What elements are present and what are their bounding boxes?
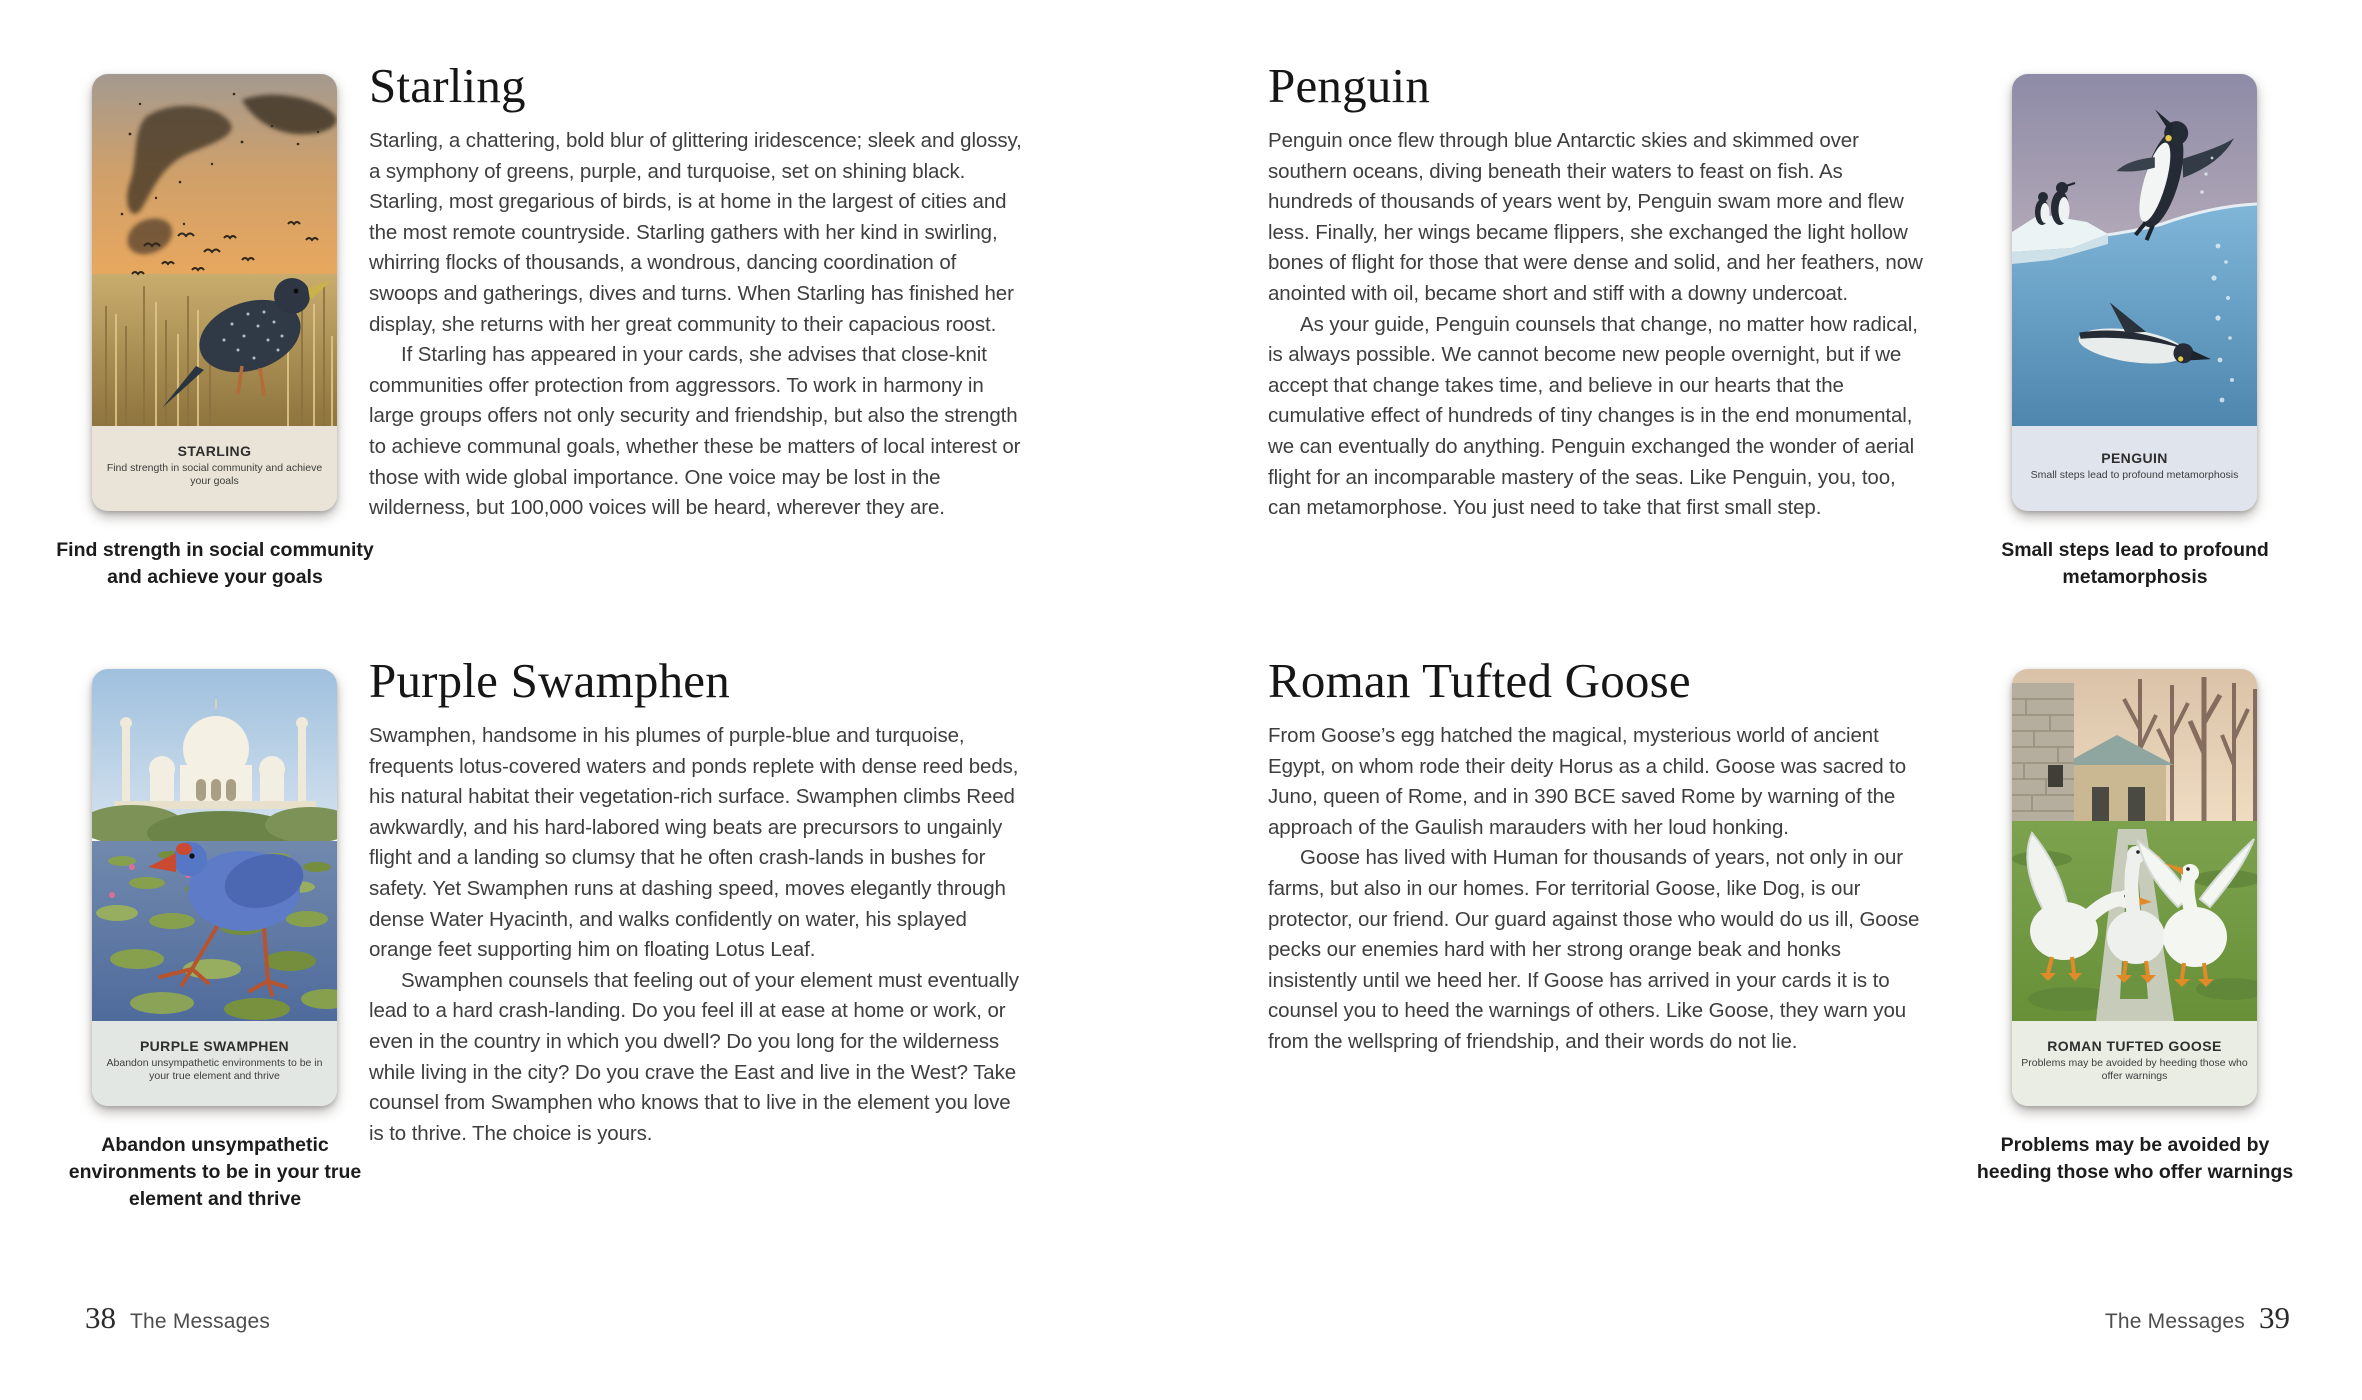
- goose-text-column: [1268, 655, 1928, 1186]
- card-message-text: Problems may be avoided by heeding those who offer warnings: [2021, 1057, 2248, 1082]
- left-page: [56, 58, 1152, 1213]
- goose-card-column: [1976, 655, 2294, 1186]
- swamphen-caption: Abandon unsympathetic environments to be in your true element and thrive: [68, 1134, 362, 1210]
- entry-title-roman-tufted-goose: Roman Tufted Goose: [1268, 653, 1691, 708]
- starling-card-column: [56, 60, 374, 591]
- penguin-caption: Small steps lead to profound metamorphosis: [2001, 539, 2269, 588]
- swamphen-card-art: [92, 669, 337, 1021]
- entry-starling: [56, 58, 1152, 591]
- goose-card-caption-band: [2012, 1021, 2257, 1106]
- swamphen-text-column: [369, 655, 1029, 1213]
- penguin-text-column: [1268, 60, 1928, 591]
- swamphen-card-caption-band: [92, 1021, 337, 1106]
- starling-card: [92, 74, 337, 511]
- penguin-paragraph-2: As your guide, Penguin counsels that change, no matter how radical, is always possible. We cannot become new people overnight, but if we accept that change takes time, and believe in our hearts that the cumulative effect of hundreds of tiny changes is in the end monumental, we can eventually do anything. Penguin exchanged the wonder of aerial flight for an incomparable mastery of the seas. Like Penguin, you, too, can metamorphose. You just need to take that first small step.: [1268, 312, 1918, 520]
- page-number-right: 39: [2259, 1300, 2290, 1335]
- card-message-text: Find strength in social community and achieve your goals: [106, 462, 323, 487]
- entry-title-starling: Starling: [369, 58, 526, 113]
- page-number-left: 38: [85, 1300, 116, 1335]
- right-page: [1268, 58, 2294, 1186]
- entry-roman-tufted-goose: [1268, 653, 2294, 1186]
- goose-art-svg: [2012, 669, 2257, 1021]
- penguin-card-caption-band: [2012, 426, 2257, 511]
- entry-penguin: [1268, 60, 2288, 591]
- starling-caption: Find strength in social community and achieve your goals: [56, 539, 374, 588]
- goose-card: [2012, 669, 2257, 1106]
- starling-text-column: [369, 60, 1029, 591]
- starling-art-svg: [92, 74, 337, 426]
- goose-caption: Problems may be avoided by heeding those who offer warnings: [1976, 1134, 2294, 1183]
- goose-paragraph-2: Goose has lived with Human for thousands of years, not only in our farms, but also in our homes. For territorial Goose, like Dog, is our protector, our friend. Our guard against those who would do us ill, Goose pecks our enemies hard with her strong orange beak and honks insistently until we heed her. If Goose has arrived in your cards it is to counsel you to heed the warnings of others. Like Goose, they warn you from the wellspring of friendship, and their words do not lie.: [1268, 846, 1920, 1053]
- penguin-art-svg: [2012, 74, 2257, 426]
- card-title-text: STARLING: [177, 443, 252, 459]
- goose-card-art: [2012, 669, 2257, 1021]
- entry-title-penguin: Penguin: [1268, 58, 1431, 113]
- card-title-text: ROMAN TUFTED GOOSE: [2047, 1038, 2222, 1054]
- right-page-footer: [2105, 1300, 2290, 1336]
- left-page-footer: [85, 1300, 270, 1336]
- section-label-right: The Messages: [2104, 1310, 2245, 1333]
- card-title-text: PURPLE SWAMPHEN: [139, 1038, 290, 1054]
- goose-paragraph-1: From Goose’s egg hatched the magical, mysterious world of ancient Egypt, on whom rode their deity Horus as a child. Goose was sacred to Juno, queen of Rome, and in 390 BCE saved Rome by warning of the approach of the Gaulish marauders with her loud honking.: [1268, 724, 1907, 839]
- swamphen-card-column: [68, 655, 362, 1213]
- starling-card-art: [92, 74, 337, 426]
- swamphen-art-svg: [92, 669, 337, 1021]
- penguin-card-art: [2012, 74, 2257, 426]
- starling-paragraph-1: Starling, a chattering, bold blur of glittering iridescence; sleek and glossy, a symphony of greens, purple, and turquoise, set on shining black. Starling, most gregarious of birds, is at home in the largest of cities and the most remote countryside. Starling gathers with her kind in swirling, whirring flocks of thousands, a wondrous, dancing coordination of swoops and gatherings, dives and turns. When Starling has finished her display, she returns with her great community to their capacious roost.: [369, 129, 1022, 336]
- penguin-paragraph-1: Penguin once flew through blue Antarctic skies and skimmed over southern oceans, diving beneath their waters to feast on fish. As hundreds of thousands of years went by, Penguin swam more and flew less. Finally, her wings became flippers, she exchanged the light hollow bones of flight for those that were dense and solid, and her feathers, now anointed with oil, became short and stiff with a downy undercoat.: [1268, 129, 1923, 305]
- penguin-card: [2012, 74, 2257, 511]
- swamphen-paragraph-2: Swamphen counsels that feeling out of your element must eventually lead to a hard crash-landing. Do you feel ill at ease at home or work, or even in the country in which you dwell? Do you long for the wilderness while living in the city? Do you crave the East and live in the West? Take counsel from Swamphen who knows that to live in the element you love is to thrive. The choice is yours.: [369, 968, 1019, 1145]
- section-label-left: The Messages: [130, 1310, 271, 1333]
- card-message-text: Abandon unsympathetic environments to be in your true element and thrive: [106, 1057, 323, 1082]
- entry-purple-swamphen: [68, 653, 1152, 1213]
- starling-paragraph-2: If Starling has appeared in your cards, she advises that close-knit communities offer protection from aggressors. To work in harmony in large groups offers not only security and friendship, but also the strength to achieve communal goals, whether these be matters of local interest or those with wide global importance. One voice may be lost in the wilderness, but 100,000 voices will be heard, wherever they are.: [369, 343, 1021, 520]
- entry-title-purple-swamphen: Purple Swamphen: [369, 653, 730, 708]
- starling-card-caption-band: [92, 426, 337, 511]
- card-title-text: PENGUIN: [2101, 449, 2168, 466]
- card-message-text: Small steps lead to profound metamorphosis: [2030, 468, 2239, 481]
- swamphen-card: [92, 669, 337, 1106]
- penguin-card-column: [2001, 60, 2269, 591]
- swamphen-paragraph-1: Swamphen, handsome in his plumes of purple-blue and turquoise, frequents lotus-covered waters and ponds replete with dense reed beds, his natural habitat their vegetation-rich surface. Swamphen climbs Reed awkwardly, and his hard-labored wing beats are precursors to ungainly flight and a landing so clumsy that he often crash-lands in bushes for safety. Yet Swamphen runs at dashing speed, moves elegantly through dense Water Hyacinth, and walks confidently on water, his splayed orange feet supporting him on floating Lotus Leaf.: [369, 724, 1019, 962]
